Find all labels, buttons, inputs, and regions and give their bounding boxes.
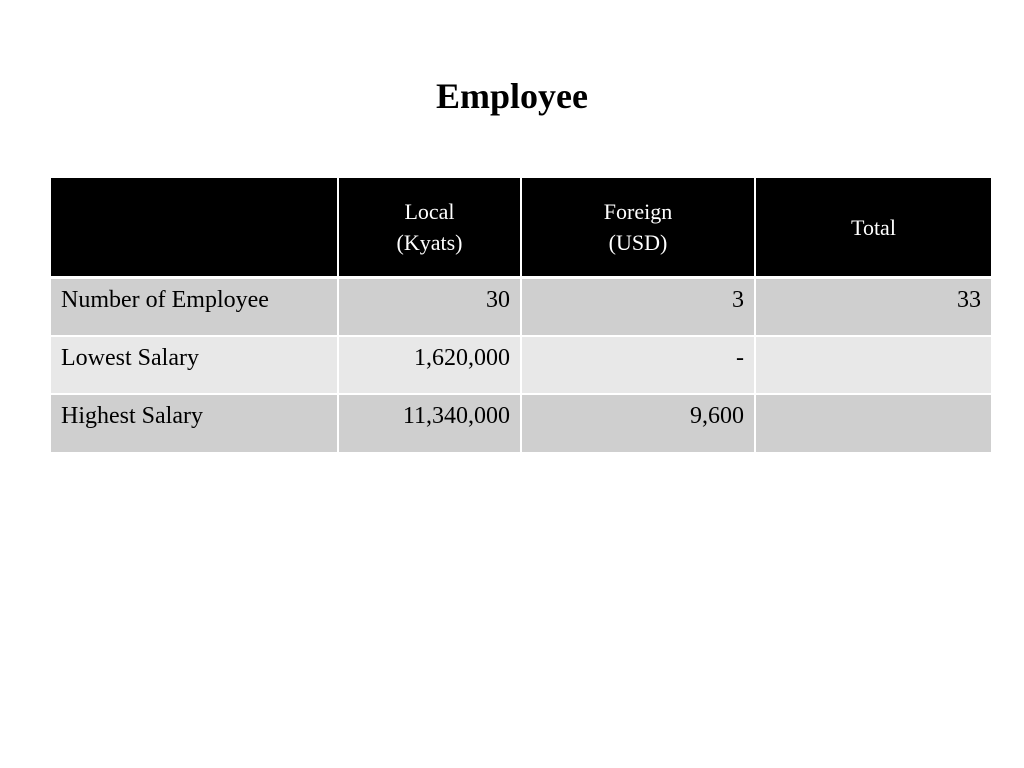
header-local-label: Local <box>404 199 455 224</box>
header-cell-empty <box>51 178 338 278</box>
cell-foreign: 9,600 <box>521 394 755 452</box>
table-row-number-of-employee <box>51 278 991 336</box>
table-row-lowest-salary <box>51 336 991 394</box>
header-total-label: Total <box>851 214 896 240</box>
table-row-highest-salary <box>51 394 991 452</box>
cell-total <box>755 394 991 452</box>
cell-foreign: - <box>521 336 755 394</box>
header-cell-total <box>755 178 991 278</box>
cell-local: 30 <box>338 278 521 336</box>
cell-foreign: 3 <box>521 278 755 336</box>
header-cell-local <box>338 178 521 278</box>
cell-total: 33 <box>755 278 991 336</box>
employee-table <box>51 178 991 452</box>
cell-total <box>755 336 991 394</box>
header-foreign-label: Foreign <box>603 199 673 224</box>
header-foreign-unit: (USD) <box>608 230 668 255</box>
row-label: Highest Salary <box>51 394 338 452</box>
header-local-unit: (Kyats) <box>396 230 463 255</box>
row-label: Lowest Salary <box>51 336 338 394</box>
header-row <box>51 178 991 278</box>
header-cell-foreign <box>521 178 755 278</box>
cell-local: 1,620,000 <box>338 336 521 394</box>
slide-title: Employee <box>436 76 588 116</box>
row-label: Number of Employee <box>51 278 338 336</box>
cell-local: 11,340,000 <box>338 394 521 452</box>
